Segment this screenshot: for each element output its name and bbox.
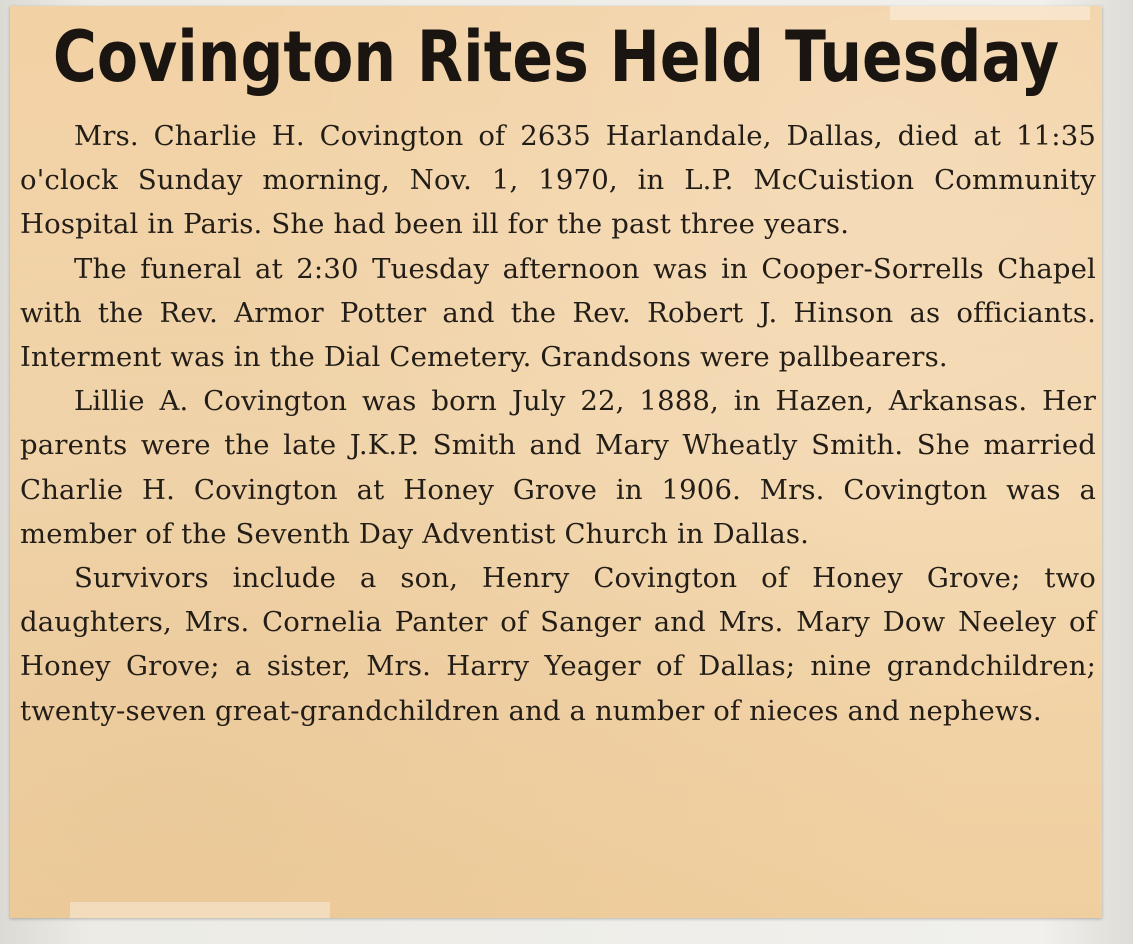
paragraph-funeral: The funeral at 2:30 Tuesday afternoon was in Cooper-Sorrells Chapel with the Rev. Armor Potter and the Rev. Robert J. Hinson as officiants. Interment was in the Dial Cemetery. Grandsons were pallbearers. — [20, 252, 1096, 374]
paragraph-survivors: Survivors include a son, Henry Covington of Honey Grove; two daughters, Mrs. Cornelia Panter of Sanger and Mrs. Mary Dow Neeley of Honey Grove; a sister, Mrs. Harry Yeager of Dallas; nine grandchildren; twenty-seven great-grandchildren and a number of nieces and nephews. — [20, 562, 1096, 727]
paragraph-death-notice: Mrs. Charlie H. Covington of 2635 Harlandale, Dallas, died at 11:35 o'clock Sunday morning, Nov. 1, 1970, in L.P. McCuistion Community Hospital in Paris. She had been ill for the past three years. — [20, 120, 1096, 241]
article-body — [20, 114, 1096, 733]
paragraph-biography: Lillie A. Covington was born July 22, 1888, in Hazen, Arkansas. Her parents were the late J.K.P. Smith and Mary Wheatly Smith. She married Charlie H. Covington at Honey Grove in 1906. Mrs. Covington was a member of the Seventh Day Adventist Church in Dallas. — [20, 385, 1096, 550]
newspaper-clipping — [10, 6, 1102, 918]
tape-strip-bottom — [70, 902, 330, 918]
tape-strip-top — [890, 6, 1090, 20]
headline: Covington Rites Held Tuesday — [52, 15, 1060, 99]
